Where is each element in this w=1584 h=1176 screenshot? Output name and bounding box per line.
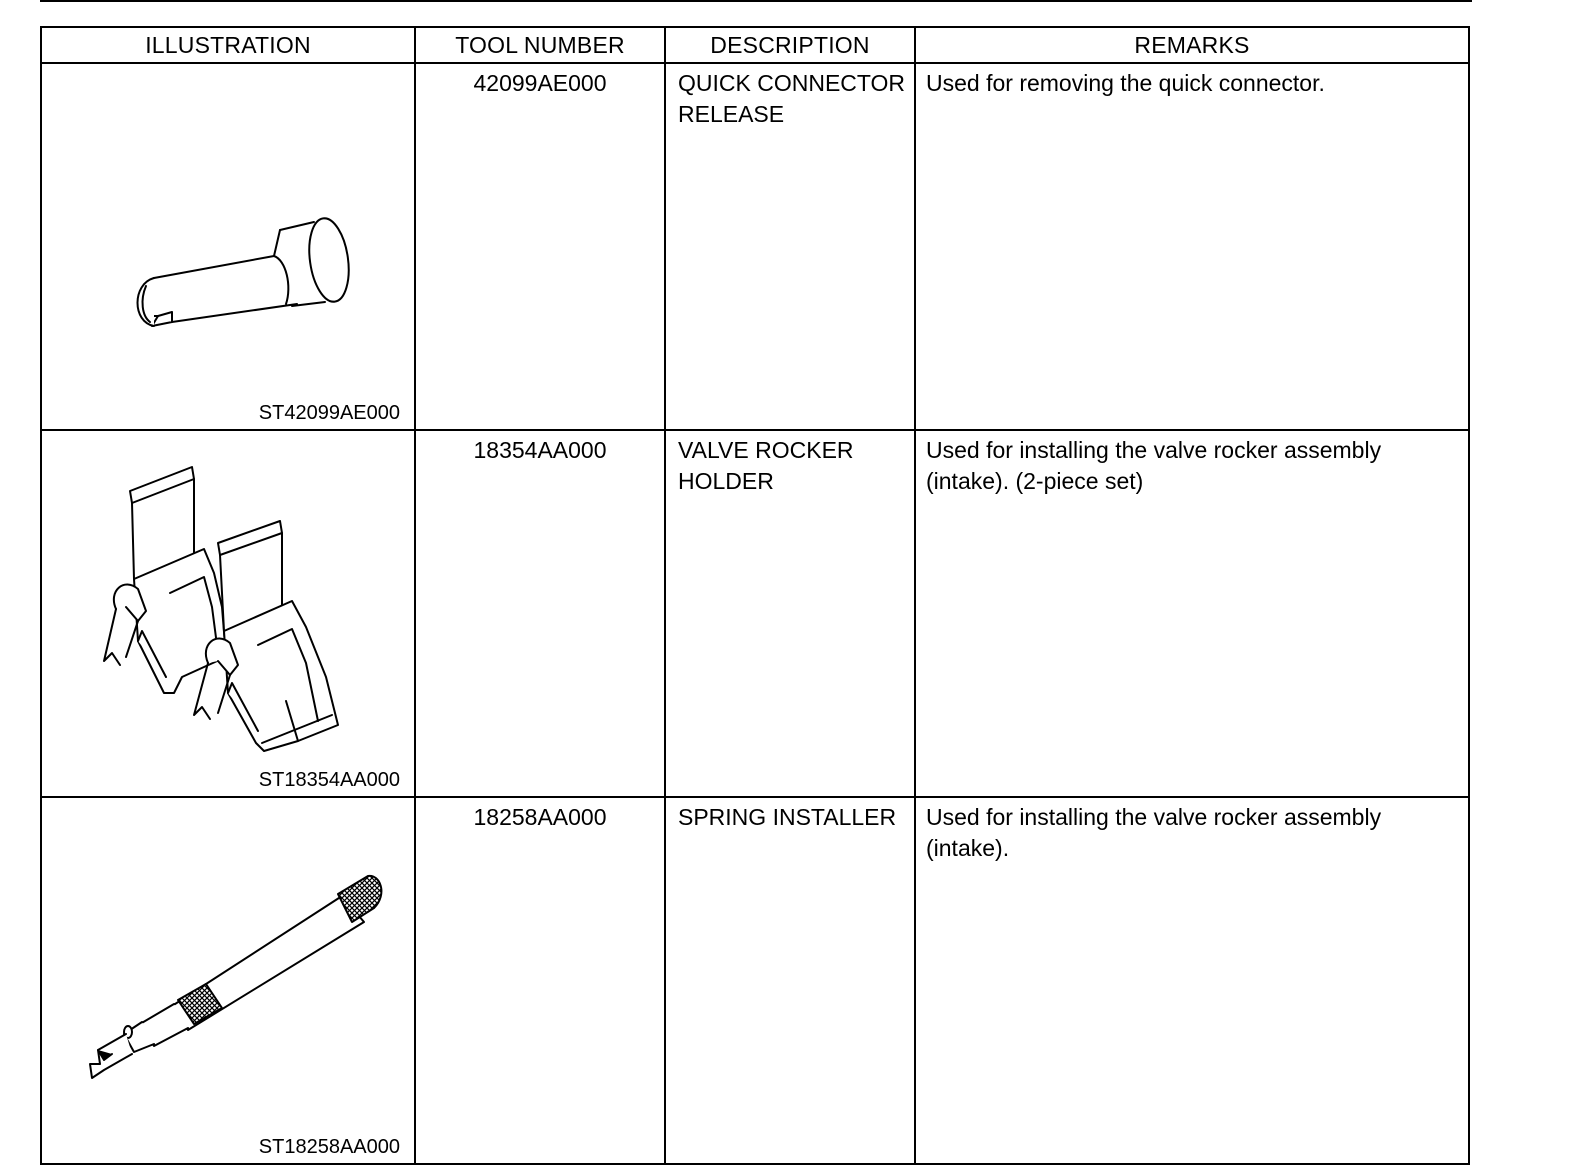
description-cell: VALVE ROCKER HOLDER — [665, 430, 915, 797]
header-remarks: REMARKS — [915, 27, 1469, 63]
illustration-code: ST18354AA000 — [258, 769, 400, 791]
remarks-cell: Used for installing the valve rocker assembly (intake). — [915, 797, 1469, 1164]
header-description: DESCRIPTION — [665, 27, 915, 63]
remarks-cell: Used for removing the quick connector. — [915, 63, 1469, 430]
table-row — [41, 797, 1469, 1164]
table-row — [41, 63, 1469, 430]
quick-connector-release-icon — [42, 64, 414, 395]
top-rule — [40, 0, 1472, 2]
description-cell: QUICK CONNECTOR RELEASE — [665, 63, 915, 430]
tool-number-cell: 18354AA000 — [415, 430, 665, 797]
header-tool-number: TOOL NUMBER — [415, 27, 665, 63]
description-cell: SPRING INSTALLER — [665, 797, 915, 1164]
illustration-code: ST18258AA000 — [258, 1136, 400, 1158]
valve-rocker-holder-icon — [42, 431, 414, 762]
special-tools-table — [40, 26, 1470, 1165]
remarks-cell: Used for installing the valve rocker assembly (intake). (2-piece set) — [915, 430, 1469, 797]
illustration-cell — [41, 63, 415, 430]
spring-installer-icon — [42, 798, 414, 1129]
tool-number-cell: 42099AE000 — [415, 63, 665, 430]
header-illustration: ILLUSTRATION — [41, 27, 415, 63]
illustration-cell — [41, 430, 415, 797]
table-row — [41, 430, 1469, 797]
illustration-cell — [41, 797, 415, 1164]
illustration-code: ST42099AE000 — [258, 402, 400, 424]
header-row — [41, 27, 1469, 63]
tool-number-cell: 18258AA000 — [415, 797, 665, 1164]
